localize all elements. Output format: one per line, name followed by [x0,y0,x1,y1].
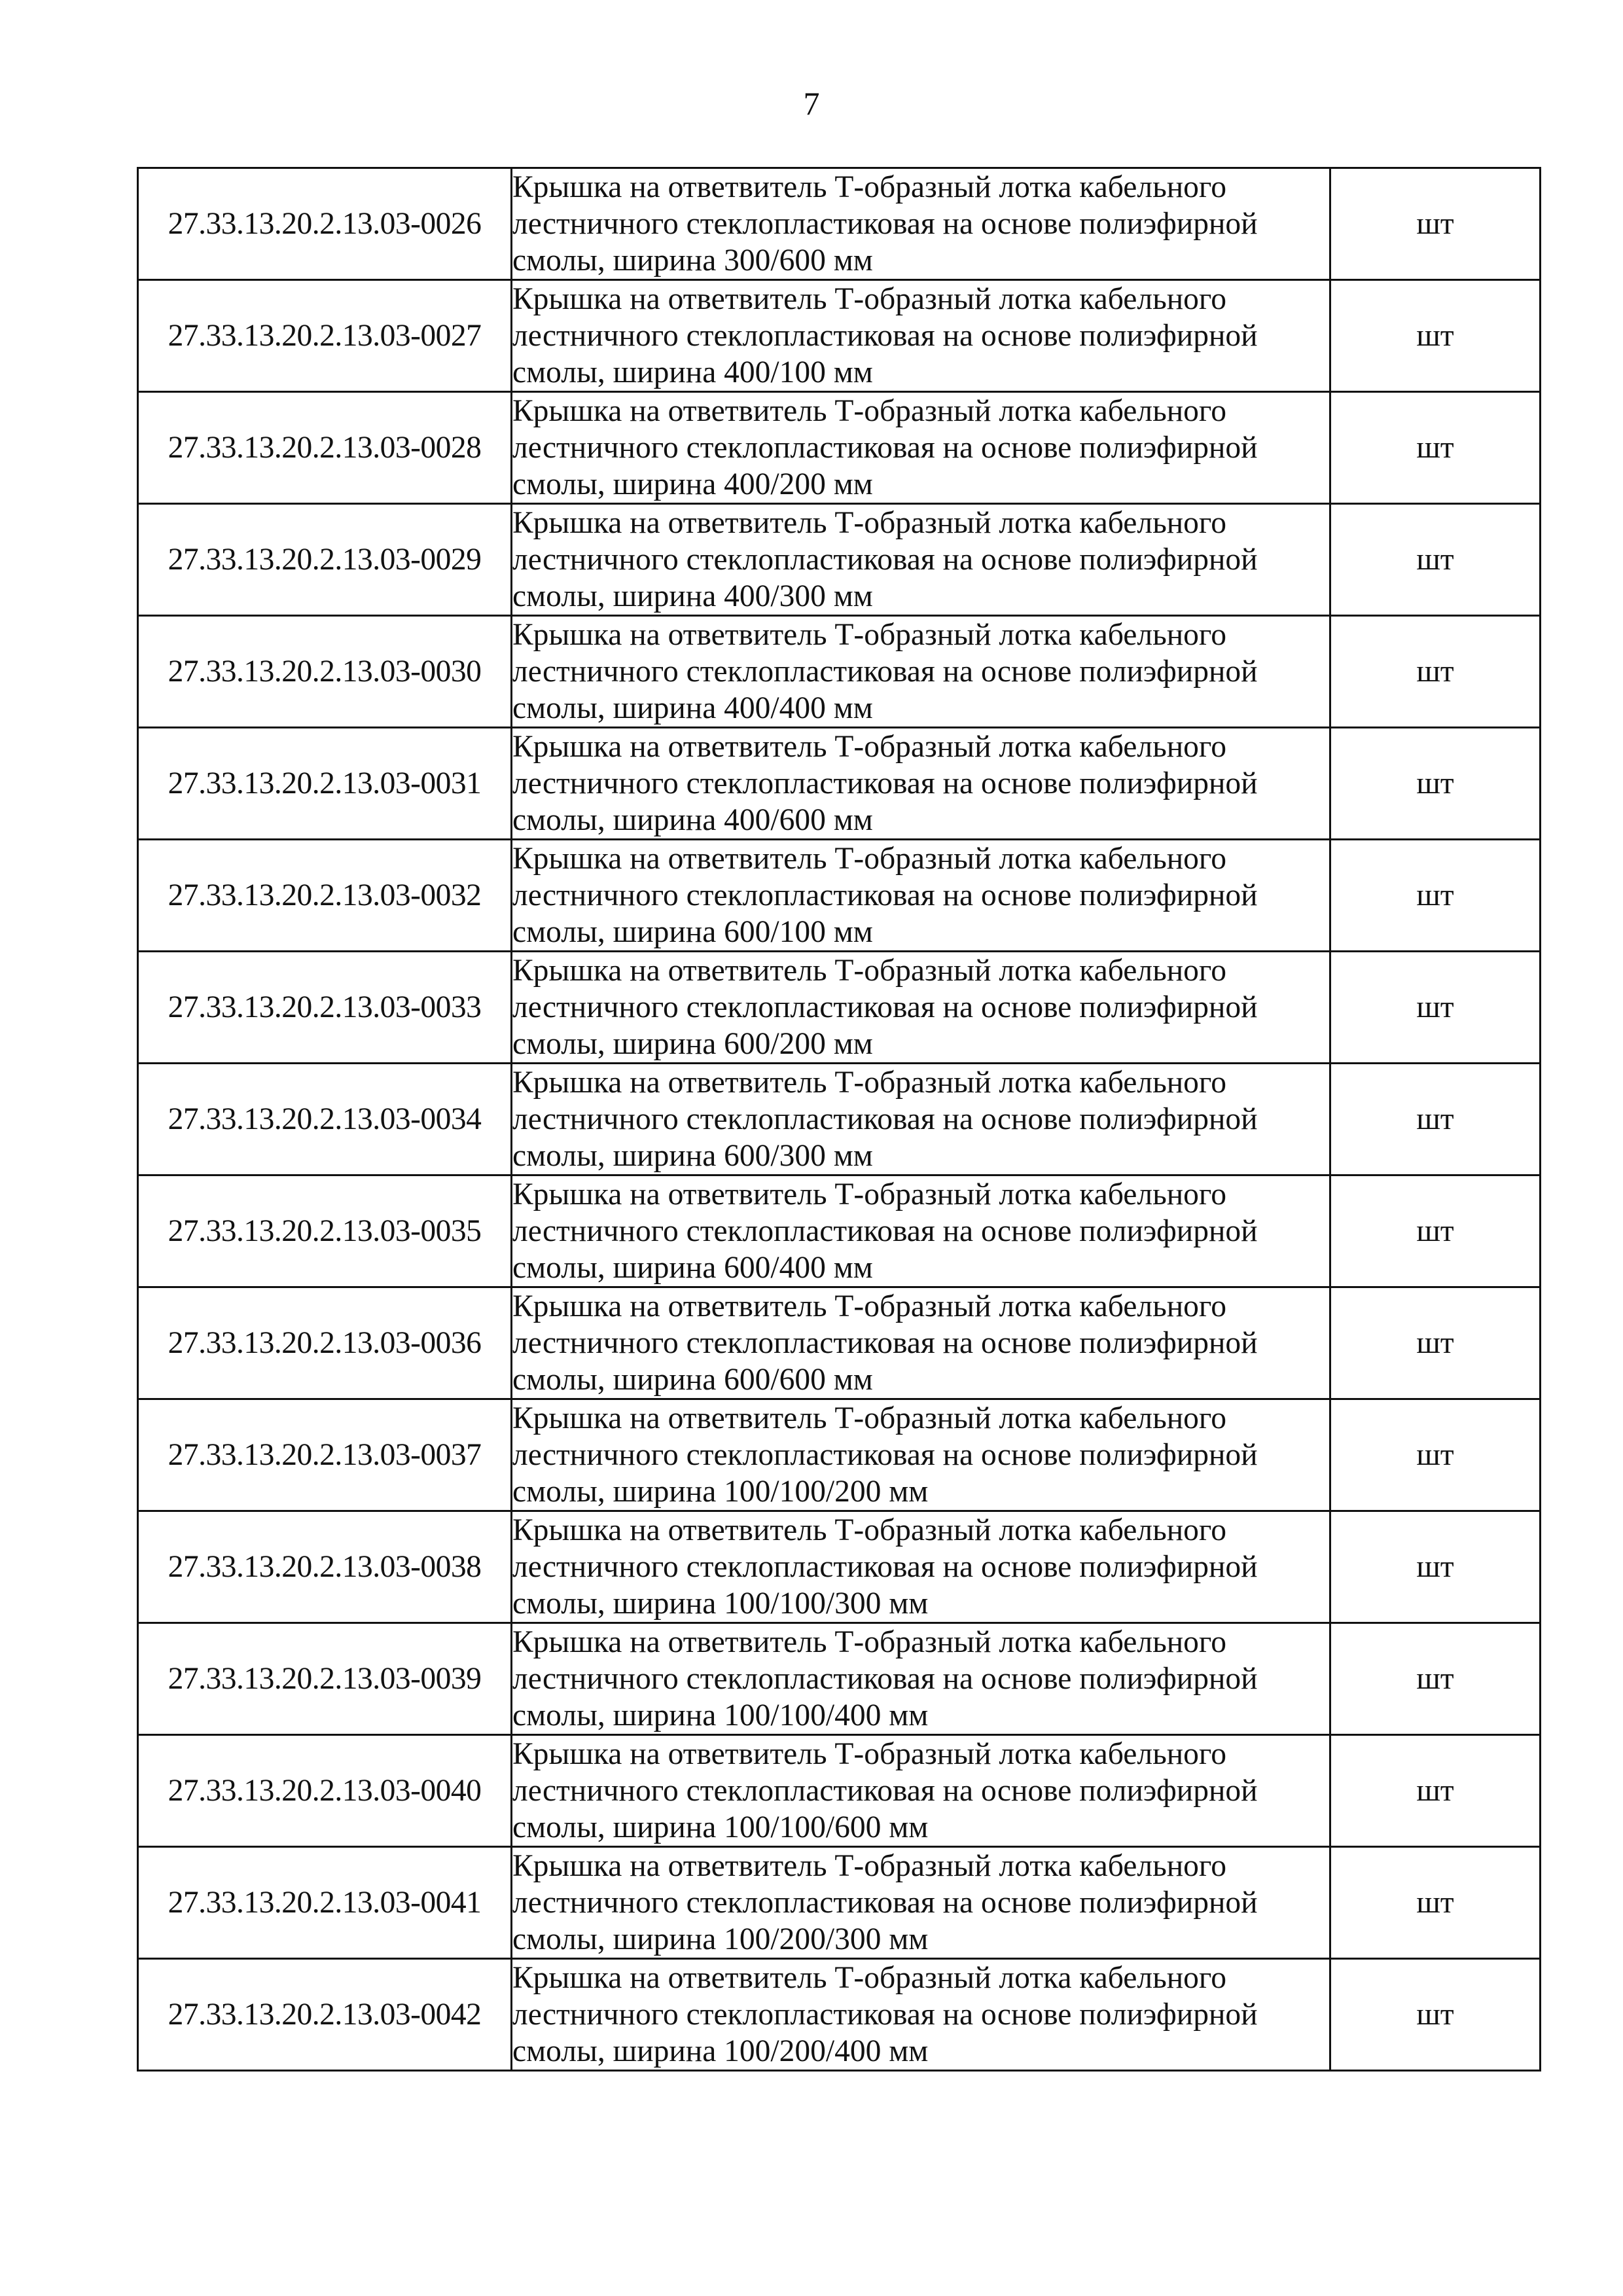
description-line: Крышка на ответвитель Т-образный лотка кабельного [512,394,1226,428]
description-line: Крышка на ответвитель Т-образный лотка кабельного [512,1737,1226,1771]
resource-description [512,952,1330,1064]
unit-of-measure: шт [1330,1175,1541,1287]
description-line: лестничного стеклопластиковая на основе полиэфирной [512,1998,1258,2032]
resource-code: 27.33.13.20.2.13.03-0034 [138,1064,512,1175]
description-line: Крышка на ответвитель Т-образный лотка кабельного [512,842,1226,876]
description-line: Крышка на ответвитель Т-образный лотка кабельного [512,618,1226,652]
description-line: Крышка на ответвитель Т-образный лотка кабельного [512,1177,1226,1211]
table-row [138,392,1541,504]
unit-of-measure: шт [1330,728,1541,840]
description-line: Крышка на ответвитель Т-образный лотка кабельного [512,1849,1226,1883]
resource-description [512,1511,1330,1623]
description-line: лестничного стеклопластиковая на основе полиэфирной [512,655,1258,689]
description-line: Крышка на ответвитель Т-образный лотка кабельного [512,1066,1226,1100]
unit-of-measure: шт [1330,1287,1541,1399]
unit-of-measure: шт [1330,392,1541,504]
description-line: Крышка на ответвитель Т-образный лотка кабельного [512,170,1226,204]
resource-description [512,392,1330,504]
table-row [138,280,1541,392]
description-line: Крышка на ответвитель Т-образный лотка кабельного [512,1289,1226,1323]
unit-of-measure: шт [1330,952,1541,1064]
resource-code: 27.33.13.20.2.13.03-0042 [138,1959,512,2071]
description-line: лестничного стеклопластиковая на основе полиэфирной [512,1550,1258,1584]
description-line: лестничного стеклопластиковая на основе полиэфирной [512,990,1258,1024]
unit-of-measure: шт [1330,1064,1541,1175]
table-row [138,1399,1541,1511]
resource-table [137,167,1541,2072]
resource-code: 27.33.13.20.2.13.03-0041 [138,1847,512,1959]
resource-code: 27.33.13.20.2.13.03-0037 [138,1399,512,1511]
description-line: лестничного стеклопластиковая на основе полиэфирной [512,207,1258,241]
unit-of-measure: шт [1330,280,1541,392]
description-line: лестничного стеклопластиковая на основе полиэфирной [512,543,1258,577]
unit-of-measure: шт [1330,168,1541,280]
description-line: смолы, ширина 100/200/300 мм [512,1922,929,1956]
table-row [138,1623,1541,1735]
description-line: смолы, ширина 400/100 мм [512,355,873,389]
description-line: смолы, ширина 100/100/600 мм [512,1810,929,1844]
table-row [138,1847,1541,1959]
resource-code: 27.33.13.20.2.13.03-0026 [138,168,512,280]
resource-description [512,1623,1330,1735]
table-row [138,728,1541,840]
resource-code: 27.33.13.20.2.13.03-0030 [138,616,512,728]
description-line: смолы, ширина 100/100/400 мм [512,1698,929,1732]
table-row [138,168,1541,280]
resource-description [512,728,1330,840]
description-line: лестничного стеклопластиковая на основе полиэфирной [512,1214,1258,1248]
resource-code: 27.33.13.20.2.13.03-0031 [138,728,512,840]
table-row [138,1511,1541,1623]
description-line: лестничного стеклопластиковая на основе полиэфирной [512,1774,1258,1808]
resource-description [512,1287,1330,1399]
resource-description [512,1847,1330,1959]
resource-description [512,1959,1330,2071]
table-row [138,952,1541,1064]
description-line: лестничного стеклопластиковая на основе полиэфирной [512,1438,1258,1472]
resource-code: 27.33.13.20.2.13.03-0036 [138,1287,512,1399]
unit-of-measure: шт [1330,1623,1541,1735]
resource-code: 27.33.13.20.2.13.03-0028 [138,392,512,504]
resource-description [512,1399,1330,1511]
resource-code: 27.33.13.20.2.13.03-0040 [138,1735,512,1847]
table-row [138,1175,1541,1287]
description-line: лестничного стеклопластиковая на основе полиэфирной [512,1662,1258,1696]
resource-description [512,1175,1330,1287]
description-line: смолы, ширина 600/300 мм [512,1139,873,1173]
description-line: смолы, ширина 100/200/400 мм [512,2034,929,2068]
description-line: лестничного стеклопластиковая на основе полиэфирной [512,1102,1258,1136]
description-line: Крышка на ответвитель Т-образный лотка кабельного [512,506,1226,540]
description-line: лестничного стеклопластиковая на основе полиэфирной [512,1886,1258,1920]
description-line: Крышка на ответвитель Т-образный лотка кабельного [512,1513,1226,1547]
unit-of-measure: шт [1330,1847,1541,1959]
table-body [138,168,1541,2071]
resource-code: 27.33.13.20.2.13.03-0032 [138,840,512,952]
unit-of-measure: шт [1330,616,1541,728]
table-row [138,1959,1541,2071]
resource-code: 27.33.13.20.2.13.03-0038 [138,1511,512,1623]
description-line: смолы, ширина 600/100 мм [512,915,873,949]
table-row [138,1287,1541,1399]
unit-of-measure: шт [1330,1399,1541,1511]
description-line: смолы, ширина 400/400 мм [512,691,873,725]
description-line: смолы, ширина 400/200 мм [512,467,873,501]
resource-code: 27.33.13.20.2.13.03-0035 [138,1175,512,1287]
description-line: смолы, ширина 600/600 мм [512,1363,873,1397]
description-line: лестничного стеклопластиковая на основе полиэфирной [512,1326,1258,1360]
resource-description [512,616,1330,728]
table-row [138,504,1541,616]
description-line: лестничного стеклопластиковая на основе полиэфирной [512,431,1258,465]
page-number: 7 [803,85,820,122]
description-line: Крышка на ответвитель Т-образный лотка кабельного [512,1961,1226,1995]
unit-of-measure: шт [1330,1959,1541,2071]
description-line: смолы, ширина 400/600 мм [512,803,873,837]
resource-code: 27.33.13.20.2.13.03-0039 [138,1623,512,1735]
resource-description [512,1064,1330,1175]
table-row [138,1064,1541,1175]
description-line: Крышка на ответвитель Т-образный лотка кабельного [512,1401,1226,1435]
resource-description [512,280,1330,392]
unit-of-measure: шт [1330,1511,1541,1623]
resource-description [512,168,1330,280]
resource-description [512,1735,1330,1847]
resource-code: 27.33.13.20.2.13.03-0033 [138,952,512,1064]
description-line: Крышка на ответвитель Т-образный лотка кабельного [512,282,1226,316]
unit-of-measure: шт [1330,840,1541,952]
resource-description [512,504,1330,616]
description-line: Крышка на ответвитель Т-образный лотка кабельного [512,1625,1226,1659]
resource-description [512,840,1330,952]
description-line: Крышка на ответвитель Т-образный лотка кабельного [512,954,1226,988]
description-line: смолы, ширина 100/100/200 мм [512,1475,929,1509]
description-line: лестничного стеклопластиковая на основе полиэфирной [512,319,1258,353]
description-line: смолы, ширина 600/400 мм [512,1251,873,1285]
description-line: смолы, ширина 400/300 мм [512,579,873,613]
table-row [138,1735,1541,1847]
description-line: лестничного стеклопластиковая на основе полиэфирной [512,878,1258,912]
unit-of-measure: шт [1330,504,1541,616]
description-line: смолы, ширина 300/600 мм [512,243,873,278]
resource-code: 27.33.13.20.2.13.03-0027 [138,280,512,392]
table-row [138,840,1541,952]
description-line: смолы, ширина 600/200 мм [512,1027,873,1061]
description-line: лестничного стеклопластиковая на основе полиэфирной [512,766,1258,800]
description-line: смолы, ширина 100/100/300 мм [512,1587,929,1621]
description-line: Крышка на ответвитель Т-образный лотка кабельного [512,730,1226,764]
table-row [138,616,1541,728]
resource-code: 27.33.13.20.2.13.03-0029 [138,504,512,616]
unit-of-measure: шт [1330,1735,1541,1847]
